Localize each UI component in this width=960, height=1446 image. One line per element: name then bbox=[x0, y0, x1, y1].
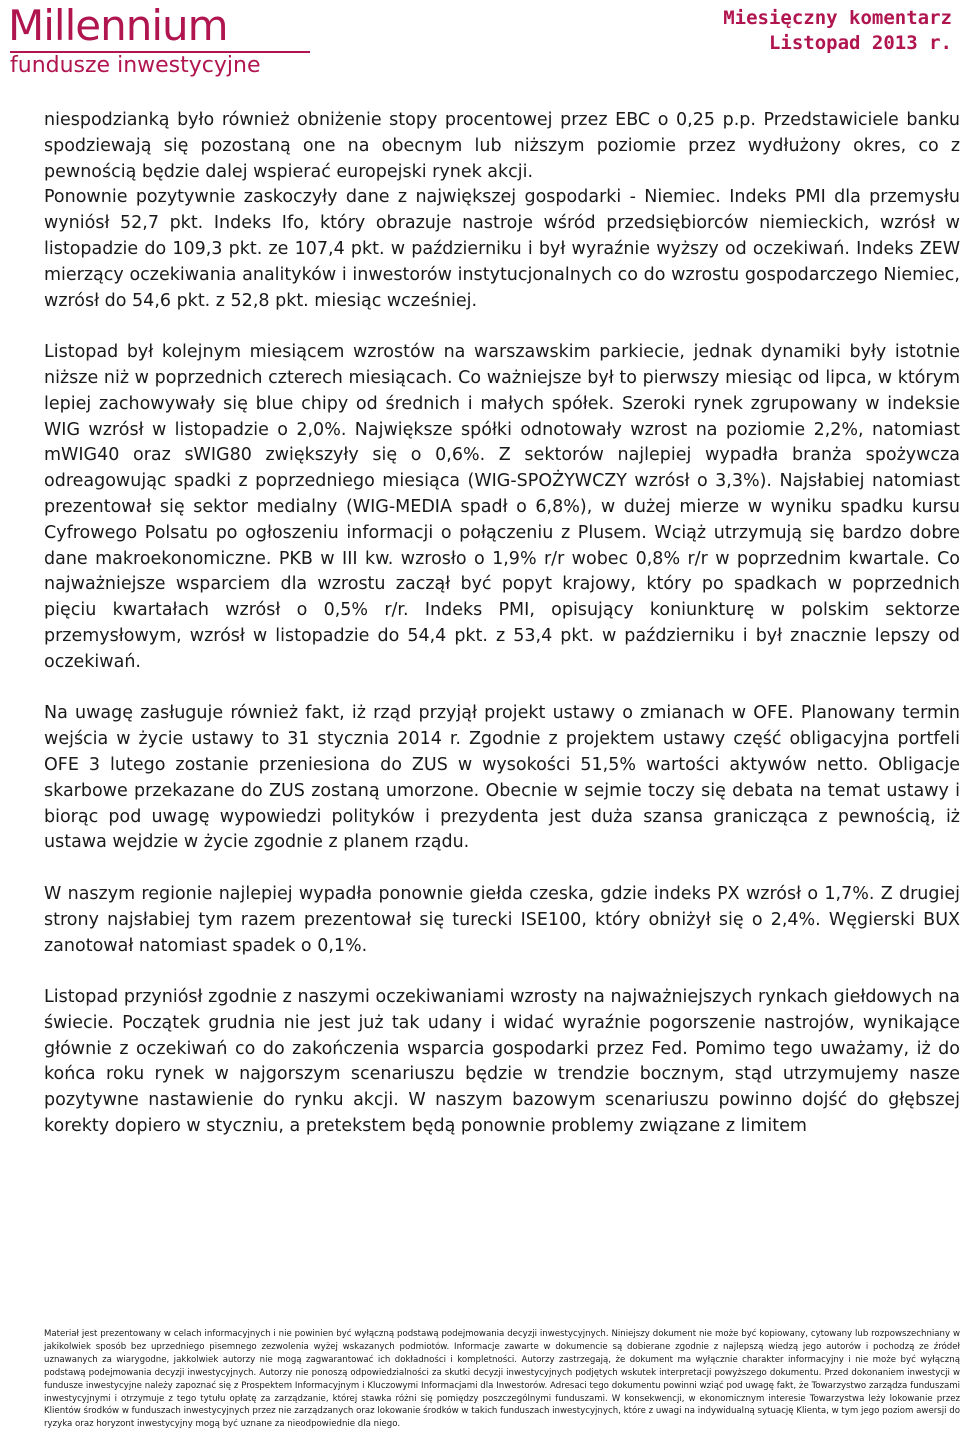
document-date: Listopad 2013 r. bbox=[768, 32, 952, 54]
paragraph-4: Na uwagę zasługuje również fakt, iż rząd przyjął projekt ustawy o zmianach w OFE. Planowany termin wejścia w życie ustawy to 31 stycznia 2014 r. Zgodnie z projektem ustawy część obligacyjna portfeli OFE 3 lutego zostanie przeniesiona do ZUS w wysokości 51,5% wartości aktywów netto. Obligacje skarbowe przekazane do ZUS zostaną umorzone. Obecnie w sejmie toczy się debata na temat ustawy i biorąc pod uwagę wypowiedzi polityków i prezydenta jest duża szansa granicząca z pewnością, iż ustawa wejdzie w życie zgodnie z planem rządu. bbox=[44, 703, 960, 853]
paragraph-5: W naszym regionie najlepiej wypadła ponownie giełda czeska, gdzie indeks PX wzrósł o 1,7%. Z drugiej strony najsłabiej tym razem prezentował się turecki ISE100, który obniżył się o 2,4%. Węgierski BUX zanotował natomiast spadek o 0,1%. bbox=[44, 883, 960, 956]
paragraph-1: niespodzianką było również obniżenie stopy procentowej przez EBC o 0,25 p.p. Przedstawiciele banku spodziewają się pozostaną one na obecnym lub niższym poziomie przez wydłużony okres, co z pewnością będzie dalej wspierać europejski rynek akcji. bbox=[44, 110, 960, 182]
document-header bbox=[723, 6, 952, 56]
paragraph-6: Listopad przyniósł zgodnie z naszymi oczekiwaniami wzrosty na najważniejszych rynkach giełdowych na świecie. Początek grudnia nie jest już tak udany i widać wyraźnie pogorszenie nastrojów, wynikające głównie z oczekiwań co do zakończenia wsparcia gospodarki przez Fed. Pomimo tego uważamy, iż do końca roku rynek w najgorszym scenariuszu będzie w trendzie bocznym, stąd utrzymujemy nasze pozytywne nastawienie do rynku akcji. W naszym bazowym scenariuszu powinno dojść do głębszej korekty dopiero w styczniu, a pretekstem będą ponownie problemy związane z limitem bbox=[44, 987, 960, 1137]
millennium-logo bbox=[8, 2, 318, 80]
logo-tagline: fundusze inwestycyjne bbox=[10, 53, 261, 78]
logo-wordmark: Millennium bbox=[8, 1, 228, 50]
legal-disclaimer: Materiał jest prezentowany w celach informacyjnych i nie powinien być wyłączną podstawą podejmowania decyzji inwestycyjnych. Niniejszy dokument nie może być kopiowany, cytowany lub rozpowszechniany w jakikolwiek sposób bez uprzedniego pisemnego zezwolenia wyżej wskazanych podmiotów. Informacje zawarte w dokumencie są dobierane zgodnie z najlepszą wiedzą jego autorów i pochodzą ze źródeł uznawanych za wiarygodne, jakkolwiek autorzy nie mogą zagwarantować ich dokładności i kompletności. Autorzy zastrzegają, że dokument ma wyłącznie charakter informacyjny i nie może być wyłączną podstawą podejmowania decyzji inwestycyjnych. Autorzy nie ponoszą odpowiedzialności za skutki decyzji inwestycyjnych podjętych wskutek interpretacji powyższego dokumentu. Przed dokonaniem inwestycji w fundusze inwestycyjne należy zapoznać się z Prospektem Informacyjnym i Kluczowymi Informacjami dla Inwestorów. Adresaci tego dokumentu powinni wziąć pod uwagę fakt, że Towarzystwo zarządza funduszami inwestycyjnymi i otrzymuje z tego tytułu opłatę za zarządzanie, której stawka różni się pomiędzy poszczególnymi funduszami. W konsekwencji, w ekonomicznym interesie Towarzystwa leży lokowanie przez Klientów środków w funduszach inwestycyjnych przez nie zarządzanych oraz lokowanie środków w takich funduszach inwestycyjnych, które z uwagi na indywidualną sytuację Klienta, w tym jego poziom awersji do ryzyka oraz horyzont inwestycyjny mogą być uznane za nieodpowiednie dla niego. bbox=[44, 1329, 960, 1430]
paragraph-3: Listopad był kolejnym miesiącem wzrostów na warszawskim parkiecie, jednak dynamiki były istotnie niższe niż w poprzednich czterech miesiącach. Co ważniejsze był to pierwszy miesiąc od lipca, w którym lepiej zachowywały się blue chipy od średnich i małych spółek. Szeroki rynek zgrupowany w indeksie WIG wzrósł w listopadzie o 2,0%. Największe spółki odnotowały wzrost na poziomie 2,2%, natomiast mWIG40 oraz sWIG80 zwiększyły się o 0,6%. Z sektorów najlepiej wypadła branża spożywcza odreagowując spadki z poprzedniego miesiąca (WIG-SPOŻYWCZY wzrósł o 3,3%). Najsłabiej natomiast prezentował się sektor medialny (WIG-MEDIA spadł o 6,8%), w dużej mierze w wyniku spadku kursu Cyfrowego Polsatu po ogłoszeniu informacji o połączeniu z Plusem. Wciąż utrzymują się bardzo dobre dane makroekonomiczne. PKB w III kw. wzrosło o 1,9% r/r wobec 0,8% r/r w poprzednim kwartale. Co najważniejsze wsparciem dla wzrostu zaczął być popyt krajowy, który po spadkach w poprzednich pięciu kwartałach wzrósł o 0,5% r/r. Indeks PMI, opisujący koniunkturę w polskim sektorze przemysłowym, wzrósł w listopadzie do 54,4 pkt. z 53,4 pkt. w październiku i był znacznie lepszy od oczekiwań. bbox=[44, 342, 960, 672]
document-body bbox=[44, 108, 960, 1166]
paragraph-2: Ponownie pozytywnie zaskoczyły dane z największej gospodarki - Niemiec. Indeks PMI dla przemysłu wyniósł 52,7 pkt. Indeks Ifo, który obrazuje nastroje wśród przedsiębiorców niemieckich, wzrósł w listopadzie do 109,3 pkt. ze 107,4 pkt. w październiku i był wyraźnie wyższy od oczekiwań. Indeks ZEW mierzący oczekiwania analityków i inwestorów instytucjonalnych co do wzrostu gospodarczego Niemiec, wzrósł do 54,6 pkt. z 52,8 pkt. miesiąc wcześniej. bbox=[44, 187, 960, 311]
document-title: Miesięczny komentarz bbox=[723, 7, 952, 29]
